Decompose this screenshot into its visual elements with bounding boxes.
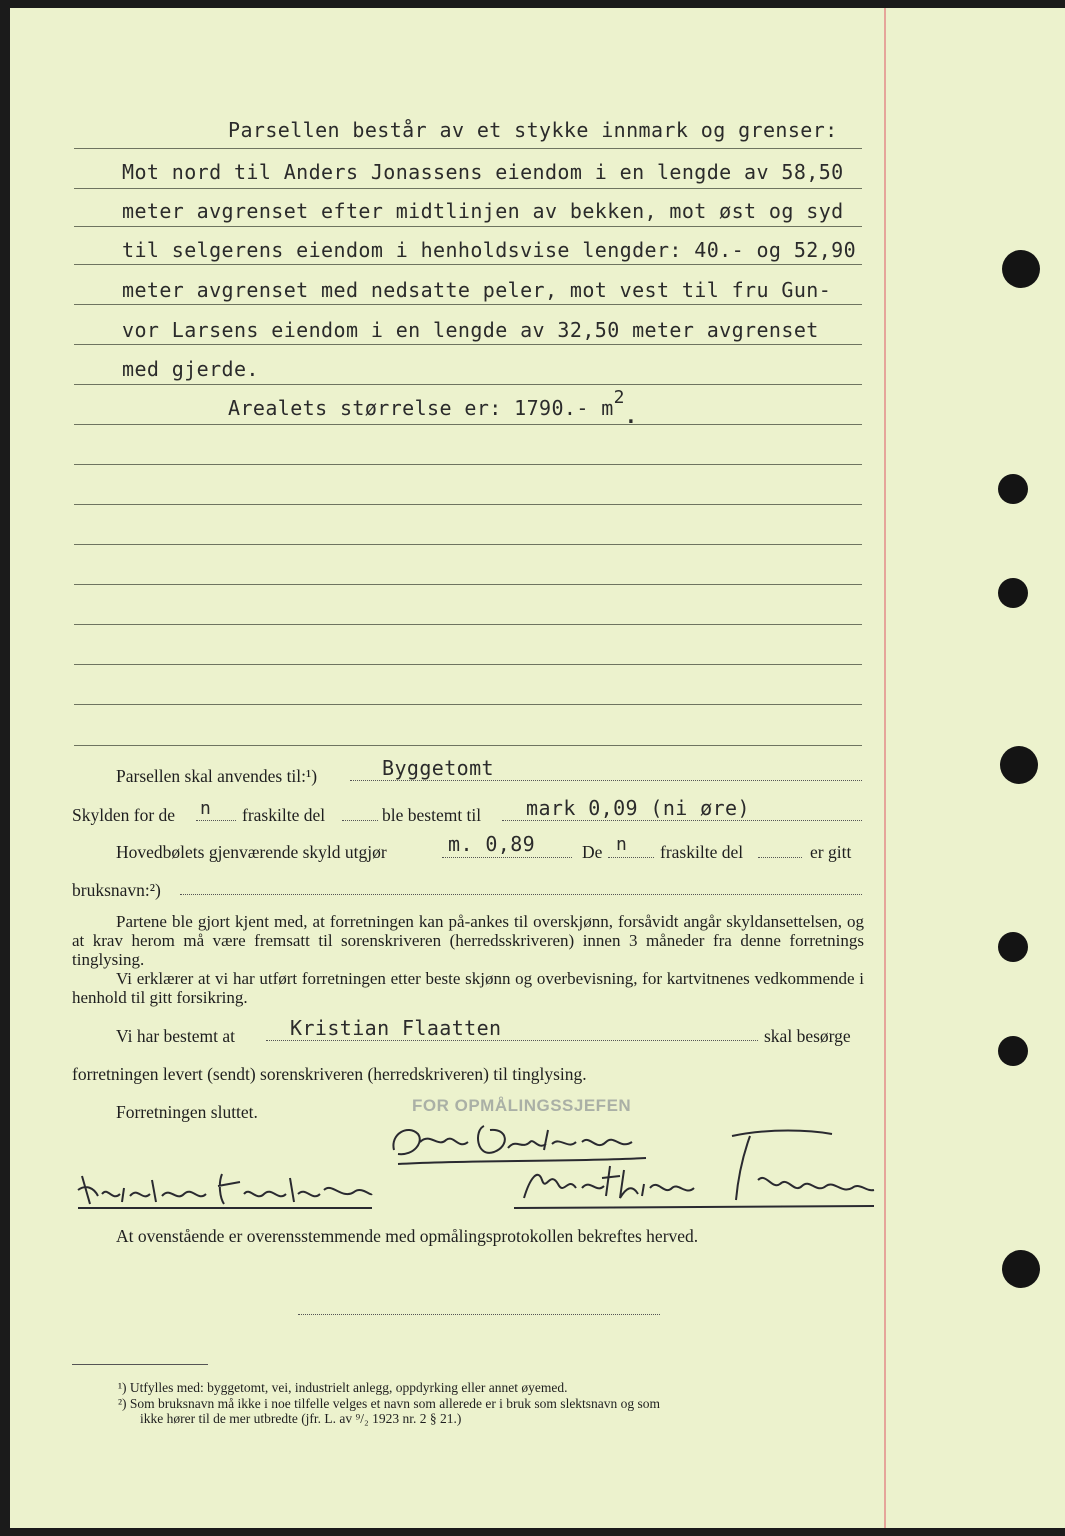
skyld-value: mark 0,09 (ni øre) [526, 796, 750, 820]
hoved-fraskilte-label: fraskilte del [660, 842, 744, 862]
description-line: til selgerens eiendom i henholdsvise lengder: 40.- og 52,90 [122, 238, 857, 262]
hoved-de-label: De [582, 842, 603, 862]
ruled-line [74, 624, 862, 625]
usage-label: Parsellen skal anvendes til:¹) [116, 766, 318, 786]
ruled-line [74, 264, 862, 265]
levert-text: forretningen levert (sendt) sorenskriveren (herredskriveren) til tinglysing. [72, 1064, 587, 1084]
ruled-line [74, 188, 862, 189]
signature-flaatten [72, 1168, 382, 1214]
ruled-line [74, 464, 862, 465]
punch-hole-icon [998, 1036, 1028, 1066]
ruled-line [74, 384, 862, 385]
ruled-line [74, 424, 862, 425]
ruled-line [74, 148, 862, 149]
punch-hole-icon [1002, 1250, 1040, 1288]
ruled-line [74, 504, 862, 505]
sluttet-text: Forretningen sluttet. [116, 1102, 258, 1122]
description-line: meter avgrenset efter midtlinjen av bekken, mot øst og syd [122, 199, 844, 223]
ruled-line [74, 304, 862, 305]
ruled-line [74, 544, 862, 545]
punch-hole-icon [998, 932, 1028, 962]
hoved-n-value: n [616, 834, 628, 855]
description-line: vor Larsens eiendom i en lengde av 32,50 meter avgrenset [122, 318, 819, 342]
ruled-line [74, 344, 862, 345]
certifier-signature-line [298, 1314, 660, 1315]
ruled-line [74, 226, 862, 227]
bestemt-field-line [266, 1040, 758, 1041]
ruled-line [74, 745, 862, 746]
footnote-1: ¹) Utfylles med: byggetomt, vei, industrielt anlegg, oppdyrking eller annet øyemed. [118, 1380, 568, 1395]
signature-thorsen [510, 1118, 880, 1214]
area-exponent: 2 [613, 387, 625, 408]
skyld-mid-line [342, 820, 378, 821]
office-stamp: FOR OPMÅLINGSSJEFEN [412, 1096, 632, 1115]
usage-field-line [350, 780, 862, 781]
hoved-gitt-label: er gitt [810, 842, 852, 862]
ruled-line [74, 664, 862, 665]
skyld-field-line [502, 820, 862, 821]
description-line: med gjerde. [122, 357, 259, 381]
declaration-paragraph: Vi erklærer at vi har utført forretningen etter beste skjønn og overbevisning, for kartvitnenes vedkommende i henhold til gitt forsikring. [72, 969, 864, 1007]
certification-text: At ovenstående er overensstemmende med opmålingsprotokollen bekreftes herved. [116, 1226, 699, 1246]
skyld-label: Skylden for de [72, 805, 176, 825]
bruksnavn-label: bruksnavn:²) [72, 880, 161, 900]
ruled-line [74, 704, 862, 705]
hoved-value: m. 0,89 [448, 832, 536, 856]
footnote-2-continued: ikke hører til de mer utbredte (jfr. L. av ⁹/₂ 1923 nr. 2 § 21.) [140, 1411, 462, 1426]
description-line: Parsellen består av et stykke innmark og grenser: [228, 118, 838, 142]
skyld-mid2-label: ble bestemt til [382, 805, 482, 825]
description-line: Mot nord til Anders Jonassens eiendom i en lengde av 58,50 [122, 160, 844, 184]
area-dot: . [624, 404, 638, 428]
document-page [10, 8, 1065, 1528]
appeal-paragraph: Partene ble gjort kjent med, at forretningen kan på-ankes til overskjønn, forsåvidt angår skyldansettelsen, og at krav herom må være fremsatt til sorenskriveren (herredsskriveren) innen 3 måneder fra denne forretnings tinglysing. [72, 912, 864, 969]
footnote-2: ²) Som bruksnavn må ikke i noe tilfelle velges et navn som allerede er i bruk som slektsnavn og som [118, 1396, 661, 1411]
margin-line [884, 8, 886, 1528]
besorge-label: skal besørge [764, 1026, 851, 1046]
hoved-label: Hovedbølets gjenværende skyld utgjør [116, 842, 387, 862]
punch-hole-icon [998, 474, 1028, 504]
hoved-field-line [442, 857, 572, 858]
skyld-n-value: n [200, 798, 212, 819]
skyld-n-line [196, 820, 236, 821]
bestemt-value: Kristian Flaatten [290, 1016, 502, 1040]
skyld-mid-label: fraskilte del [242, 805, 326, 825]
footnote-separator [72, 1364, 208, 1365]
usage-value: Byggetomt [382, 756, 494, 780]
area-line [228, 387, 638, 428]
description-line: meter avgrenset med nedsatte peler, mot vest til fru Gun- [122, 278, 832, 302]
ruled-line [74, 584, 862, 585]
area-text: Arealets størrelse er: 1790.- m [228, 396, 614, 420]
punch-hole-icon [1000, 746, 1038, 784]
punch-hole-icon [998, 578, 1028, 608]
punch-hole-icon [1002, 250, 1040, 288]
bruksnavn-field-line [180, 894, 862, 895]
hoved-fraskilte-line [758, 857, 802, 858]
bestemt-label: Vi har bestemt at [116, 1026, 235, 1046]
hoved-n-line [608, 857, 654, 858]
